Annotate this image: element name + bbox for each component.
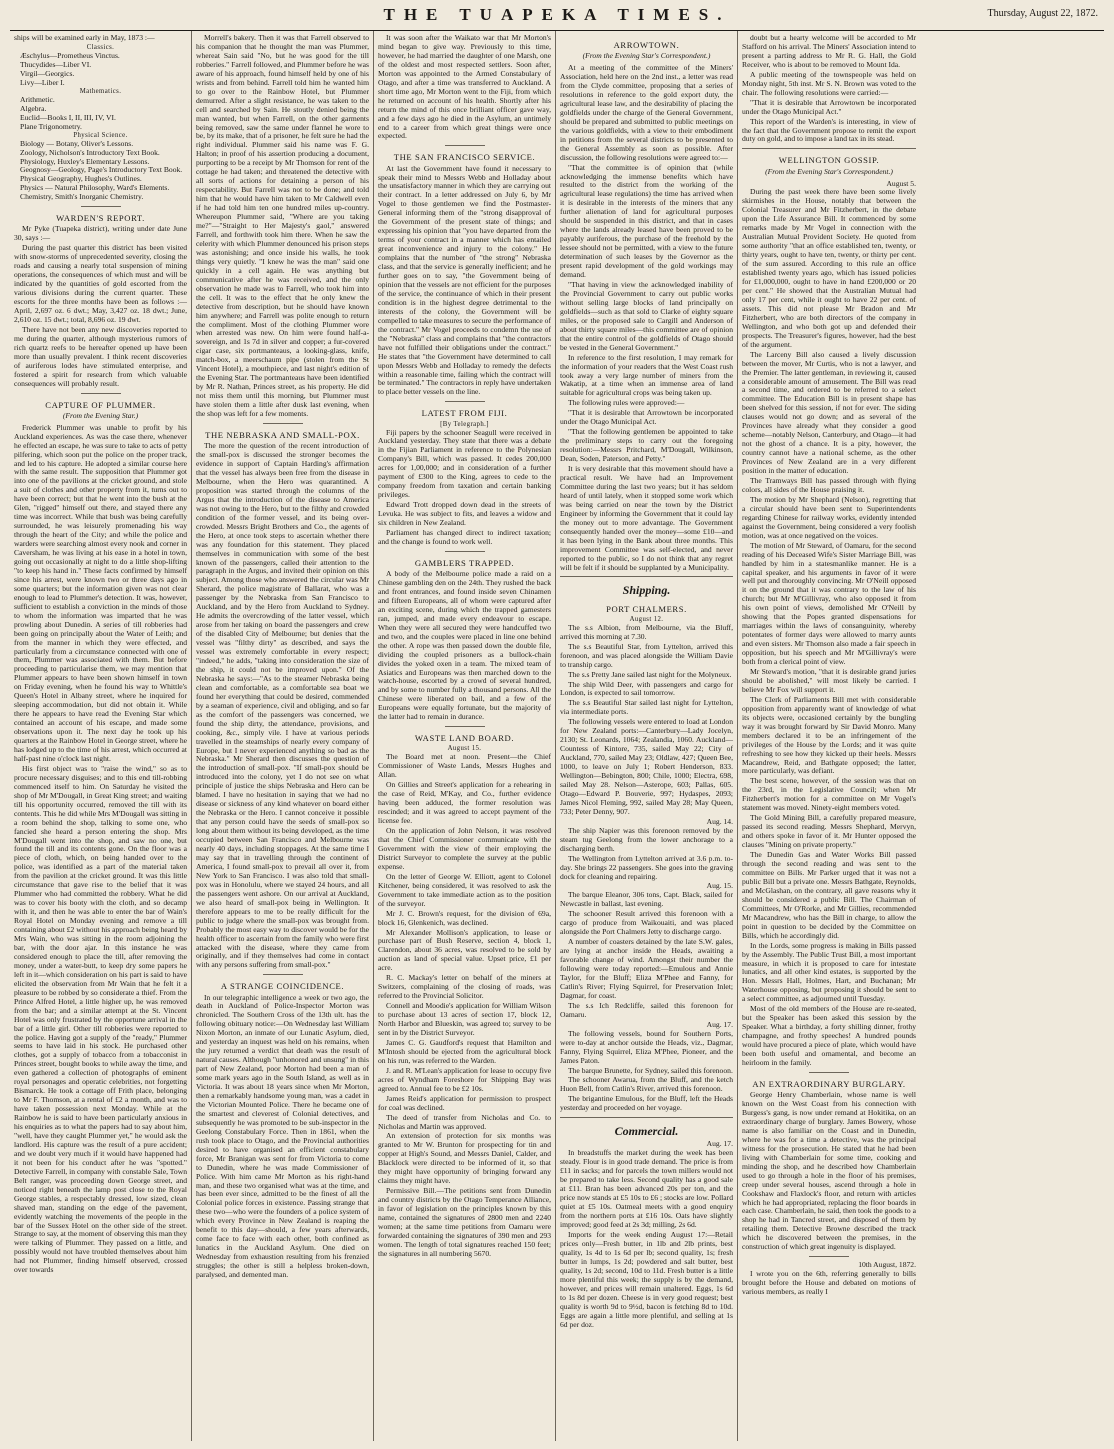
paragraph: The motion by Mr Shephard (Nelson), regretting that a circular should have been sent to Superintendents regarding Chinese for railway works, evidently intended against the Government, being considered a very foolish motion, was at once negatived on the voices. [742, 494, 916, 540]
divider [263, 423, 303, 424]
fiji-source: [By Telegraph.] [440, 420, 489, 428]
shipping-heading: Shipping. [622, 583, 671, 598]
paragraph: At a meeting of the committee of the Miners' Association, held here on the 2nd inst., a letter was read from the Clyde committee, proposing that a series of resolutions in reference to the gold export duty, the agricultural lease law, and the desirability of placing the goldfields under the charge of the General Government, should be prepared and submitted to public meetings on the various goldfields, with a view to their embodiment in petitions from the several districts to be presented to the General Assembly as soon as possible. After discussion, the following resolutions were agreed to:— [560, 63, 733, 162]
paragraph: The schooner Awarua, from the Bluff, and the ketch Huon Bell, from Catlin's River, arrived this forenoon. [560, 1075, 733, 1094]
column-2 [192, 31, 374, 1441]
paragraph: His first object was to "raise the wind," so as to procure necessary disguises; and to this end till-robbing commenced itself to him. On Saturday he visited the shop of Mr M'Dougall, in Great King street; and waiting till his opportunity occurred, removed the till with its contents. This he did while Mrs M'Dougall was sitting in a room behind the shop, talking to some one, who fancied she heard a person entering the shop. Mrs M'Dougall went into the shop, and saw no one, but found the till and its contents gone. On the floor was a piece of cloth, which, on being handed over to the police, was identified as a part of the material taken from the pavilion at the cricket ground. It was this little circumstance that gave rise to the belief that it was Plummer who had committed the robbery. What he did was to cover his booty with the cloth, and so decamp with it, and then he was able to enter the bar of Wain's Royal Hotel on Monday evening and remove a till containing about £2 without his approach being heard by Mrs Wain, who was sitting in the room adjoining the bar, with the door ajar. In this instance he was considered enough to place the till, after removing the money, under a water-butt, to keep dry some papers he left in it—which consideration on his part is said to have elicited the observation from Mr Wain that he felt it a pleasure to be robbed by so considerate a thief. From the Prince Alfred Hotel, a little higher up, he was removed from the bar; and a similar attempt at the St. Vincent Hotel was only frustrated by the opportune arrival in the bar of a little girl. Other till robberies were reported to the police. Having got a supply of the "ready," Plummer seems to have laid in his stock. He purchased other clothes, got a supply of tobacco from a tobacconist in Princes street, bought books to while away the time, and even gathered a collection of photographs of eminent royal personages and operatic celebrities, not forgetting Bismarck. He took a cottage off Frith place, belonging to Mr F. Thomson, at a rental of £2 a month, and was to have taken possession next Monday. While at the Rainbow he is said to have been particularly anxious in his enquiries as to what the papers had to say about him, "well, have they caught Plummer yet," he would ask the landlord. His capture was the result of a pure accident; and we doubt very much if it would have happened had it not been for his conduct after he was "spotted." Detective Farrell, in company with constable Sale, Town Belt ranger, was proceeding down George street, and noticed right beneath the lamp post close to the Royal George stables, a respectably dressed, low sized, clean shaved man, standing on the edge of the pavement, evidently watching the movements of the people in the bar of the Sussex Hotel on the other side of the street. Strange to say, at the moment of observing this man they were talking of Plummer. They passed on a little, and possibly would not have troubled themselves about him had not Plummer, finding himself observed, crossed over towards [14, 763, 187, 1275]
paragraph: Biology — Botany, Oliver's Lessons. [20, 138, 134, 148]
commercial-date: Aug. 17. [706, 1139, 733, 1149]
waste-heading: WASTE LAND BOARD. [414, 733, 515, 744]
paragraph: The barque Eleanor, 306 tons, Capt. Black, sailed for Newcastle in ballast, last evening. [560, 890, 733, 909]
paragraph: Chemistry, Smith's Inorganic Chemistry. [20, 192, 144, 202]
letter-date: 10th August, 1872. [858, 1260, 916, 1270]
wellington-source: (From the Evening Star's Correspondent.) [765, 166, 893, 176]
paragraph: In the Lords, some progress is making in Bills passed by the Assembly. The Public Trust Bill, a most important measure, in which it is proposed to care for intestate lunatics, and all other kind estates, is supported by the Hon. Messrs Hall, Holmes, Hart, and Buchanan; Mr Waterhouse opposing, but proposing it should be sent to a select committee, as adjourned until Tuesday. [742, 940, 916, 1004]
paragraph: The brigantine Emulous, for the Bluff, left the Heads yesterday and proceeded on her voyage. [560, 1094, 733, 1113]
divider [560, 1117, 733, 1118]
classics-heading: Classics. [86, 43, 115, 51]
paragraph: The following vessels were entered to load at London for New Zealand ports:—Canterbury—Lady Jocelyn, 2130; St. Leonards, 1064; Zealandia, 1060. Auckland—Countess of Kintore, 735, sailed May 22; City of Auckland, 770, sailed May 23; Oldlaw, 427; Queen Bee, 1000, to leave on July 1; Robert Henderson, 833. Wellington—Bebington, 800; Chile, 1000; Electra, 698, sailed May 28. Nelson—Asterope, 603; Pallas, 605. Otago—Edward P. Bouverie, 997; Hydaspes, 2093; James Nicol Fleming, 992, sailed May 28; May Queen, 733; Peter Denny, 907. [560, 717, 733, 816]
paragraph: Parliament has changed direct to indirect taxation; and the change is found to work well. [378, 528, 551, 546]
divider [263, 974, 303, 975]
sf-heading: THE SAN FRANCISCO SERVICE. [393, 152, 536, 163]
paragraph: George Henry Chamberlain, whose name is well known on the West Coast from his connection with Burgess's gang, is now under remand at Hokitika, on an extraordinary charge of burglary. James Bowery, whose name is also familiar on the Coast and in Dunedin, where he was for a time a detective, was the principal witness for the prosecution. He stated that he had been living with Chamberlain for some time, cooking and minding the shop, and he described how Chamberlain used to go through a hole in the floor of his premises, creep under several houses, ascend through a hole in Cookshaw and Flaxlock's floor, and return with articles which he had appropriated, replacing the floor boards in each case. Chamberlain, he said, then took the goods to a shop he had in Tancred street, and disposed of them by retailing them. Detective Browne described the track which he discovered between the premises, in the construction of which great ingenuity is displayed. [742, 1090, 916, 1252]
paragraph: The deed of transfer from Nicholas and Co. to Nicholas and Martin was approved. [378, 1112, 551, 1131]
fiji-article [378, 429, 551, 547]
paragraph: The s.s Ich Redcliffe, sailed this forenoon for Oamaru. [560, 1000, 733, 1019]
coincidence-heading: A STRANGE COINCIDENCE. [220, 981, 345, 992]
paragraph: In reference to the first resolution, I may remark for the information of your readers that the West Coast rush took away a very large number of miners from the Wakatip, at a time when an immense area of land suitable for agricultural crops was being taken up. [560, 352, 733, 398]
paragraph: Geognosy—Geology, Page's Introductory Text Book. [20, 165, 183, 175]
paragraph: The s.s Beautiful Star sailed last night for Lyttelton, via intermediate ports. [560, 698, 733, 717]
paragraph: The ship Napier was this forenoon removed by the steam tug Geelong from the lower anchorage to a discharging berth. [560, 825, 733, 853]
physical-heading: Physical Science. [73, 131, 128, 139]
paragraph: The motion of Mr Steward, of Oamaru, for the second reading of his Deceased Wife's Sister Marriage Bill, was handled by him in a statesmanlike manner. He is a capital speaker, and his arguments in favor of it were well put and thoroughly convincing. Mr O'Neill opposed it on the ground that it was contrary to the law of his church; but Mr M'Gillivray, who also opposed it from his own point of views, demolished Mr O'Neill by showing that the Popes granted dispensations for marriages within the laws of consanguinity, whereby potentates of former days were allowed to marry aunts and even sisters. Mr Thomson also made a fair speech in opposition, but his speech and Mr M'Gillivray's were both from a clerical point of view. [742, 540, 916, 667]
paragraph: It is very desirable that this movement should have a practical result. We have had an Improvement Committee during the last two years; but it has seldom heard of until lately, when it stopped some work which was being carried on near the town by the District Engineer by informing the Government that it could lay the money out to more advantage. The Government consequently handed over the money—some £10—and it has been lying in the Bank about three months. This improvement Committee was self-elected, and never reported to the public, so I do not think that any regret will be felt if it should be supplanted by a Municipality. [560, 464, 733, 572]
paragraph: On the application of John Nelson, it was resolved that the Chief Commissioner communicate with the Government with the view of their employing the District Surveyor to complete the survey at the public expense. [378, 826, 551, 871]
aug15-date: Aug. 15. [706, 881, 733, 891]
paragraph: Euclid—Books I, II, III, IV, VI. [20, 112, 116, 122]
aug14-article [560, 827, 733, 882]
paragraph: doubt but a hearty welcome will be accorded to Mr Stafford on his arrival. The Miners' Association intend to present a parting address to Mr R. G. Hall, the Gold Receiver, who is about to be removed to Mount Ida. [742, 33, 916, 69]
paragraph: The Dunedin Gas and Water Works Bill passed through the second reading and was sent to the committee on Bills. Mr Parker urged that it was not a public Bill but a private one. Messrs Bathgate, Reynolds, and McGlashan, on the contrary, all gave reasons why it should be considered a public Bill. The Chairman of Committees, Mr O'Rorke, and Mr Gillies, recommended Mr Macandrew, who has the Bill in charge, to allow the point in question to be decided by the Committee on Bills, which he accordingly did. [742, 850, 916, 940]
paragraph: Æschylus—Prometheus Vinctus. [20, 50, 120, 60]
paragraph: In our telegraphic intelligence a week or two ago, the death in Auckland of Police-Inspector Morton was chronicled. The Southern Cross of the 13th ult. has the following obituary notice:—On Wednesday last William Nixon Morton, an inmate of our Lunatic Asylum, died, and yesterday an inquest was held on his remains, when the jury returned a verdict that death was the result of natural causes. Although "unhonored and unsung" in this part of New Zealand, poor Morton had been a man of some mark years ago in the South Island, as well as in Victoria. It was about 18 years since when Mr Morton, then a remarkably handsome young man, was a cadet in the Victorian Mounted Police. There he became one of the smartest and cleverest of Colonial detectives, and subsequently he was promoted to be sub-inspector in the Geelong Constabulary Force. Then in 1861, when the rush took place to Otago, and the Provincial authorities desired to have organised an efficient constabulary force, Mr Branigan was sent for from Victoria to come to Dunedin, where he was made Commissioner of Police. With him came Mr Morton as his right-hand man, and these two organised what was at the time, and has been ever since, admitted to be the finest of all the Colonial police forces in existence. Passing strange that these two—who were the founders of a police system of which every Province in New Zealand is reaping the benefit to this day—should, a few years afterwards, come face to face with each other, both confined as lunatics in the Auckland Asylum. One died on Wednesday from exhaustion resulting from his frenzied struggles; the other is still a helpless broken-down, paralysed, and demented man. [196, 992, 369, 1280]
paragraph: Arithmetic. [20, 94, 55, 104]
paragraph: Connell and Moodie's application for William Wilson to purchase about 13 acres of section 17, block 12, North Harbor and Blueskin, was agreed to; survey to be sent in by the District Surveyor. [378, 1001, 551, 1037]
paragraph: The Gold Mining Bill, a carefully prepared measure, passed its second reading. Messrs Shephard, Mervyn, and others spoke in favor of it. Mr Hunter opposed the clauses "Mining on private property." [742, 813, 916, 850]
paragraph: Imports for the week ending August 17:—Retail prices only—Fresh butter, in 1lb and 2lb prints, best quality, 1s 4d to 1s 6d per lb; second quality, 1s; fresh butter in lumps, 1s 2d; powdered and salt butter, best quality, 1s 2d; second, 10d to 11d. Fresh butter is a little more plentiful this week; the supply is by the demand, however, and prices will remain unaltered. Eggs, 1s 6d to 1s 8d per dozen. Cheese is in very good request; best quality is worth 9d to 9½d, bacon is fetching 8d to 10d. Eggs are again a little more plentiful, and selling at 1s 6d per doz. [560, 1229, 733, 1329]
paragraph: Mr Pyke (Tuapeka district), writing under date June 30, says :— [14, 224, 187, 243]
paragraph: The Clerk of Parliaments Bill met with considerable opposition from apparently want of knowledge of what its objects were, occasioned certainly by the bungling way it was brought forward by Sir David Monro. Many members declared it to be an infringement of the privileges of the House by the Lords; and it was quite refreshing to see how they kicked up their heels. Messrs Macandrew, Reid, and Bathgate opposed; the latter, more particularly, was defiant. [742, 694, 916, 776]
fiji-heading: LATEST FROM FIJI. [421, 408, 508, 419]
aug14-date: Aug. 14. [706, 816, 733, 826]
divider [81, 206, 121, 207]
waste-date: August 15. [447, 745, 482, 753]
paragraph: Livy—Liber I. [20, 77, 65, 87]
paragraph: The Tramways Bill has passed through with flying colors, all sides of the House praising it. [742, 475, 916, 494]
capture-source: (From the Evening Star.) [62, 410, 139, 420]
column-3 [374, 31, 556, 1441]
paragraph: Physical Geography, Hughes's Outlines. [20, 174, 142, 184]
wellington-date: August 5. [886, 178, 916, 188]
paragraph: This report of the Warden's is interesting, in view of the fact that the Government propose to remit the export duty on gold, and to impose a land tax in its stead. [742, 116, 916, 144]
paragraph: The barque Brunette, for Sydney, sailed this forenoon. [568, 1065, 733, 1075]
paragraph: The more the question of the recent introduction of the small-pox is discussed the stronger becomes the evidence in support of Captain Harding's affirmation that the vessel has always been free from the disease in Melbourne, when the Hero was quarantined. A proposition was started through the columns of the Argus that the introduction of the disease to America was not owing to the Hero, but to the filthy and crowded condition of the former vessel, and its being over-crowded. Messrs Bright Brothers and Co., the agents of the Hero, at once took steps to ascertain whether there was any foundation for this statement. They placed themselves in communication with some of the best known of the passengers, called their attention to the paragraph in the Argus, and invited their opinion on this subject. Among those who answered the circular was Mr Sherard, the police magistrate of Ballarat, who was a passenger by the Nebraska from San Francisco to Auckland, and by the Hero from Auckland to Sydney. He admits the overcrowding of the latter vessel, which arose from her taking on board the passengers and crew of the disabled City of Melbourne; but denies that the vessel was "filthy dirty" as described, and says the vessel was extremely comfortable in every respect; "indeed," he adds, "taking into consideration the size of the ship, it could not be improved upon." Of the Nebraska he says:—"As to the steamer Nebraska being clean and comfortable, as a comfortable sea boat we found her everything that could be desired, commended by a seaman of experience, civil and obliging, and so far as the comfort of the passengers was concerned, we found the ship dirty, the attendance, provisions, and cooking, &c., simply vile. I have at various periods travelled in the steamships of nearly every company of Europe, but I never experienced anything so bad as the Nebraska." Mr Sherard then discusses the question of the introduction of small-pox. "If small-pox should be introduced into the colony, yet I do not see on what principle of justice the ships Nebraska and Hero can be blamed. I have no hesitation in saying that we had no disease or sickness of any kind whatever on board either the Nebraska or the Hero. I cannot conceive it possible that any person could have the seeds of small-pox so long about them without its being developed, as the time occupied between San Francisco and Melbourne was nearly 40 days, including stoppages. At the same time I may say that in travelling through the continent of America, I found small-pox to prevail all over it, from New York to San Francisco. I was also told that small-pox was in Honolulu, where we stayed 24 hours, and all the passengers went ashore. On our arrival at Auckland, we also heard of small-pox being in Wellington. It therefore appears to me to be really difficult for the public to judge where the small-pox was brought from. Probably the most easy way to discover would be for the health officer to ascertain from the family who were first attacked with the disease, where they came from originally, and if they themselves had come in contact with any persons suffering from small-pox." [196, 441, 369, 970]
capture-article-continued [196, 34, 369, 419]
paragraph: On Gillies and Street's application for a rehearing in the case of Reid, M'Kay, and Co., further evidence having been adduced, the former resolution was rescinded; and it was agreed to accept payment of the license fee. [378, 780, 551, 826]
aug17-date: Aug. 17. [706, 1019, 733, 1029]
paragraph: An extension of protection for six months was granted to Mr W. Brunton for prospecting for tin and copper at High's Sound, and Messrs Daniel, Calder, and Blacklock were directed to be informed of it, so that they might have opportunity of bringing forward any claims they might have. [378, 1131, 551, 1186]
paragraph: "That having in view the acknowledged inability of the Provincial Government to carry out public works without selling large blocks of land principally on goldfields—such as that sold to Clarke of eighty square miles, or the proposed sale to Cargill and Anderson of about thirty square miles—this committee are of opinion that the entire control of the goldfields of Otago should be vested in the General Government." [560, 279, 733, 352]
paragraph: "That the following gentlemen be appointed to take the preliminary steps to carry out the foregoing resolution:—Messrs Pritchard, M'Dougall, Wilkinson, Dean, Soden, Paterson, and Petty." [560, 427, 733, 464]
paragraph: In breadstuffs the market during the week has been steady. Flour is in good trade demand. The price is from £11 in sacks; and for parcels the town millers would not be prepared to take less. Second quality has a good sale at £11. Bran has been advanced 20s per ton, and the price now stands at £5 10s to £6 ; stocks are low. Pollard quiet at £5 10s. Oatmeal meets with a good enquiry from the northern ports at £16 10s. Oats have slightly improved; good feed at 2s 3d; milling, 2s 6d. [560, 1148, 733, 1230]
paragraph: Edward Trott dropped down dead in the streets of Levuka. He was subject to fits, and leaves a widow and six children in New Zealand. [378, 500, 551, 528]
classics-list [14, 52, 187, 88]
aug15-article [560, 891, 733, 1019]
port-chalmers-heading: PORT CHALMERS. [606, 603, 687, 614]
column-1 [10, 31, 192, 1441]
scholarship-intro: ships will be examined early in May, 1873 :— [14, 33, 155, 42]
paragraph: Frederick Plummer was unable to profit by his Auckland experiences. As was the case there, whenever he effected an escape, he was sure to take to acts of petty pilfering, which soon put the police on the proper track, and led to his capture. He adopted a similar course here with the same result. The supposition that Plummer got into one of the pavilions at the cricket ground, and stole a suit of clothes and other property from it, turns out to have been correct; but that he went into the bush at the Glen, "rigged" himself out there, and stayed there any time was incorrect. While that bush was being carefully surrounded, he was leisurely promenading his way through the heart of the City; and while the police and warders were searching almost every nook and corner in Caversham, he was living at his ease in a hotel in town, going out occasionally at night to do a little shop-lifting "to keep his hand in." These facts confirmed by himself since his arrest, were known two or three days ago in some quarters; but the information given was not clear enough to lead to Plummer's detection. It was, however, sufficient to establish a conviction in the minds of those to whom the information was imparted that he was prowling about Dunedin. A series of till robberies had been going on principally about the Water of Leith; and from the manner in which they were effected, and particularly from a circumstance connected with one of them, Plummer was associated with them. But before proceeding to particularise them, we may mention that Plummer appears to have been shown himself in town on Friday evening, when he found his way to Whittle's Queen's Hotel in Albany street, where he inquired for sleeping accommodation, but did not obtain it. While there he appears to have read the Evening Star which contained an account of his escape, and made some observations upon it. The next day he took up his quarters at the Rainbow Hotel in George street, where he has lodged up to the time of his arrest, which occurred at half-past nine o'clock last night. [14, 422, 187, 763]
divider [742, 148, 916, 149]
newspaper-title: THE TUAPEKA TIMES. [383, 4, 731, 24]
paragraph: During the past week there have been some lively skirmishes in the House, notably that between the Colonial Treasurer and Mr Fitzherbert, in the debate upon the Life Assurance Bill. It commenced by some remarks made by Mr Vogel in connection with the Australian Mutual Provident Society. He quoted from some authority "that an office established ten, twenty, or thirty years, ought to have ten, twenty, or thirty per cent. of the sum assured. According to this rule an office established twenty years ago, which has issued policies for £1,000,000, ought to have in hand £200,000 or 20 per cent." He showed that the Australian Mutual had only 17 per cent, while it ought to have 22 per cent. of assets. This did not please Mr Bradon and Mr Fitzherbert, who are both directors of the company in Wellington, and who both got up and defended their prospects. The Treasurer's figures, however, had the best of the argument. [742, 187, 916, 349]
math-heading: Mathematics. [79, 87, 122, 95]
column-5 [738, 31, 920, 1441]
warden-article [14, 225, 187, 388]
burglary-article [742, 1091, 916, 1252]
paragraph: James C. G. Gaudford's request that Hamilton and M'Intosh should be ejected from the agricultural block on his run, was referred to the Warden. [378, 1037, 551, 1065]
shipping-article [560, 624, 733, 817]
divider [445, 145, 485, 146]
capture-heading: CAPTURE OF PLUMMER. [45, 399, 156, 410]
paragraph: Fiji papers by the schooner Seagull were received in Auckland yesterday. They state that there was a debate in the Fijian Parliament in reference to the Polynesian Company's Bill, which was passed. It cedes 200,000 acres for 1,00,000; and in consideration of a further payment of £300 to the King, agrees to cede to the company freedom from taxation and certain banking privileges. [378, 427, 551, 500]
commercial-article [560, 1149, 733, 1329]
paragraph: During the past quarter this district has been visited with snow-storms of unprecedented severity, closing the roads and causing a nearly total suspension of mining operations, the consequences of which must and will be indicated by the quantities of gold escorted from the various divisions during the current quarter. These escorts for the three months have been as follows :—April, 2,697 oz. 6 dwt.; May, 3,427 oz. 18 dwt.; June, 2,610 oz. 15 dwt.; total, 8,696 oz. 19 dwt. [14, 243, 187, 324]
arrowtown-source: (From the Evening Star's Correspondent.) [582, 51, 711, 61]
paragraph: Mr Alexander Mollison's application, to lease or purchase part of Bush Reserve, section 4, block 1, Clarendon, about 36 acres, was resolved to be sold by auction as land of special value. Upset price, £1 per acre. [378, 927, 551, 973]
paragraph: It was soon after the Waikato war that Mr Morton's mind began to give way. Previously to this time, however, he had married the daughter of one Marsh, one of the oldest and most respected settlers. Soon after, Morton was appointed to the Armed Constabulary of Otago, and after a time was transferred to Auckland. A short time ago, Mr Morton went to the Fiji, from which he returned on account of his health. Shortly after his return the mind of this once brilliant officer gave way, and a few days ago he died in the Asylum, an untimely end to a career from which great things were once expected. [378, 33, 551, 141]
paragraph: Physiology, Huxley's Elementary Lessons. [20, 156, 150, 166]
physical-list [14, 140, 187, 203]
paragraph: The Board met at noon. Present—the Chief Commissioner of Waste Lands, Messrs Hughes and Allan. [378, 752, 551, 780]
paragraph: Mr Steward's motion, "that it is desirable grand juries should be abolished," will most likely be carried. I believe Mr Fox will support it. [742, 667, 916, 694]
paragraph: James Reid's application for permission to prospect for coal was declined. [378, 1093, 551, 1112]
nebraska-article [196, 442, 369, 970]
aug17-article [560, 1030, 733, 1114]
paragraph: The schooner Result arrived this forenoon with a cargo of produce from Waikouaiti, and was placed alongside the Port Chalmers Jetty to discharge cargo. [560, 909, 733, 937]
math-list [14, 96, 187, 132]
divider [445, 401, 485, 402]
columns [10, 31, 1104, 1441]
divider [81, 393, 121, 394]
gamblers-article [378, 570, 551, 722]
paragraph: A body of the Melbourne police made a raid on a Chinese gambling den on the 24th. They rushed the back and front entrances, and found inside seven Chinamen and fifteen Europeans, all of whom were captured after an exciting scene, during which the trapped gamesters ran, jumped, and made every endeavour to escape. When they were all secured they were handcuffed two and two, and the couples were placed in line one behind the other. A rope was then passed down the double file, dividing the coupled prisoners as a bullock-chain divides the yoked oxen in a team. The mixed team of Asiatics and Europeans was then marched down to the watch-house, escorted by a crowd of several hundred, and by some to number fully a thousand persons. All the Chinese were liberated on bail, and a few of the Europeans were equally fortunate, but the majority of the latter had to remain in durance. [378, 569, 551, 722]
paragraph: Physics — Natural Philosophy, Ward's Elements. [20, 183, 170, 193]
column-4 [556, 31, 738, 1441]
paragraph: Zoology, Nicholson's Introductory Text Book. [20, 147, 160, 157]
port-date: August 12. [629, 615, 664, 623]
divider [560, 576, 733, 577]
arrowtown-article-continued [742, 34, 916, 144]
paragraph: The best scene, however, of the session was that on the 23rd, in the Legislative Council; when Mr Fitzherbert's motion for a committee on Mr Vogel's statement was moved. Ninety-eight members voted. [742, 776, 916, 813]
paragraph: Most of the old members of the House are re-seated, but the Speaker has been asked this session by the Speaker. What a birthday, a forty shilling dinner, frothy champagne, and frothy speeches! A hundred pounds would have procured a piece of plate, which would have been both useful and ornamental, and become an heirloom in the family. [742, 1004, 916, 1067]
paragraph: The ship Wild Deer, with passengers and cargo for London, is expected to sail tomorrow. [560, 679, 733, 698]
paragraph: Morrell's bakery. Then it was that Farrell observed to his companion that he thought the man was Plummer, whereat Sain said "No, but he was good for the till robberies." Farrell followed, and Plummer before he was aware of his approach, found himself held by one of his wrists and from behind. Farrell told him he wanted him to go over to the Rainbow Hotel, but Plummer demurred. After a slight resistance, he was taken to the cell and searched by Sain. He stoutly denied being the man wanted, but when Farrell, on the other garments being removed, saw the same under flannel he wore to be, by its make, that of a prisoner, he felt sure he had the right individual. Plummer said his name was F. G. Halton; in proof of his assertion producing a document, purporting to be a receipt by Mr Thomson for rent of the cottage he had taken; and threatened the detective with all sorts of actions for detaining a person of his respectability. But Farrell was not to be done; and told him that he would have him taken to Mr Caldwell even if he had told him ten one hundred miles up-country. Whereupon Plummer said, "Where are you taking me?"—"Straight to Her Majesty's gaol," answered Farrell, and forthwith took him there. When he saw the celerity with which Plummer denounced his prison steps was astonishing; and once inside his walls, he took things very quietly. "I knew he was the man" said one quickly in a cell again. He was anything but communicative after he was received, and the only observation he made was to Farrell, who took him into the cell. It was to the effect that he only knew the detective from description, but he should have known him anywhere; and Farrell was polite enough to return the compliment. Most of the clothing Plummer wore when arrested was new. On him were found half-a-sovereign, and 1s 7d in silver and copper; a fur-covered cigar case, six portmanteaus, a looking-glass, knife, match-box, a meerschaum pipe (stolen from the St Vincent Hotel), a mouthpiece, and last night's edition of the Evening Star. The portmanteaus have been identified by Mr R. Nathan, Princes street, as his property. He did not miss them until this morning, but Plummer must have stolen them a little after dusk last evening, when the shop was left for a few moments. [196, 33, 369, 419]
issue-date: Thursday, August 22, 1872. [987, 8, 1098, 19]
paragraph: A number of coasters detained by the late S.W. gales, are lying at anchor inside the Heads, awaiting a favorable change of wind. Amongst their number the following were today reported:—Emulous and Annie Taylor, for the Bluff; Eliza M'Phee and Fanny, for Catlin's River; Flying Squirrel, for Preservation Inlet; Dagmar, for coast. [560, 937, 733, 1000]
paragraph: The Larceny Bill also caused a lively discussion between the mover, Mr Curtis, who is not a lawyer, and the Premier. The latter gentleman, in reviewing it, caused a considerable amount of amusement. The Bill was read a second time, and ordered to be referred to a select committee. The Education Bill is in present shape has been shelved for this session, if not for ever. The siding clauses would not go down; and as several of the Provinces have already what they consider a good scheme—notably Nelson, Canterbury, and Otago—it had not the ghost of a chance. It is a pity, however, the country cannot have a national scheme, as the other Provinces of New Zealand are in a very different position in the matter of education. [742, 349, 916, 476]
paragraph: Virgil—Georgics. [20, 68, 75, 78]
paragraph: The following rules were approved:— [568, 398, 685, 408]
paragraph: R. C. Mackay's letter on behalf of the miners at Switzers, complaining of the closing of roads, was referred to the Provincial Solicitor. [378, 973, 551, 1001]
permissive-bill-paragraph: Permissive Bill.—The petitions sent from Dunedin and country districts by the Otago Temperance Alliance, in favor of legislation on the principles known by this name, contained the signatures of 2800 men and 2240 women; at the same time petitions from Oamaru were forwarded containing the signatures of 390 men and 293 women. The length of total signatures reached 150 feet; the signatures in all numbering 5670. [378, 1186, 551, 1258]
paragraph: Plane Trigonometry. [20, 121, 82, 131]
divider [445, 551, 485, 552]
divider [445, 726, 485, 727]
paragraph: Thucydides—Liber VI. [20, 59, 92, 69]
divider [809, 1256, 849, 1257]
coincidence-article-continued [378, 34, 551, 141]
paragraph: There have not been any new discoveries reported to me during the quarter, although mysterious rumors of rich quartz reefs to be hereafter opened up have been more than usually prevalent. I think recent discoveries of auriferous lodes have stimulated enterprise, and fostered a spirit for research from which valuable consequences will probably result. [14, 324, 187, 388]
paragraph: The Wellington from Lyttelton arrived at 3.6 p.m. to-day. She brings 22 passengers. She goes into the graving dock for cleaning and repairing. [560, 853, 733, 881]
coincidence-article [196, 994, 369, 1281]
paragraph: Mr J. C. Brown's request, for the division of 69a, block 16, Glenkenich, was declined. [378, 908, 551, 927]
paragraph: The s.s Beautiful Star, from Lyttelton, arrived this forenoon, and was placed alongside the William Davie to tranship cargo. [560, 641, 733, 669]
gamblers-heading: GAMBLERS TRAPPED. [414, 557, 515, 568]
paragraph: "That it is desirable that Arrowtown be incorporated under the Otago Municipal Act." [742, 97, 916, 116]
burglary-heading: AN EXTRAORDINARY BURGLARY. [752, 1078, 906, 1089]
divider [809, 1072, 849, 1073]
arrowtown-heading: ARROWTOWN. [613, 40, 680, 50]
paragraph: Algebra. [20, 103, 47, 113]
paragraph: On the letter of George W. Elliott, agent to Colonel Kitchener, being considered, it was resolved to ask the Government to take immediate action as to the position of the surveyor. [378, 871, 551, 908]
arrowtown-article [560, 64, 733, 572]
wellington-article [742, 188, 916, 1067]
masthead [10, 0, 1104, 31]
waste-article [378, 753, 551, 1186]
warden-heading: WARDEN'S REPORT. [56, 213, 145, 224]
paragraph: The following vessels, bound for Southern Ports, were to-day at anchor outside the Heads, viz., Dagmar, Fanny, Flying Squirrel, Eliza M'Phee, Pioneer, and the James Paton. [560, 1028, 733, 1065]
wellington-heading: WELLINGTON GOSSIP. [778, 155, 880, 166]
nebraska-heading: THE NEBRASKA AND SMALL-POX. [205, 429, 360, 440]
paragraph: At last the Government have found it necessary to speak their mind to Messrs Webb and Holladay about the unsatisfactory manner in which they are carrying out their contract. In a letter addressed on July 6, by Mr Vogel to those gentlemen we find the Postmaster-General informing them of the "strong disapproval of the Government of the present state of things; and expressing his opinion that "you have departed from the terms of your contract in a manner which has entailed great inconvenience and injury to the colony." He complains that the number of "the strong" Nebraska class, and that the service is generally inefficient; and he further goes on to say, "the Government being of opinion that the vessels are not efficient for the purposes of the service, the continuance of which in their present condition is in the highest degree detrimental to the interests of the colony, the Government will be compelled to take measures to secure the performance of the contract." Mr Vogel proceeds to condemn the use of the "Nebraska" class and complains that "the contractors have not fulfilled their obligations under the contract." He states that "the Government have determined to call upon Messrs Webb and Holladay to remedy the defects within a reasonable time, failing which the contract will be terminated." The contractors in reply have undertaken to place better vessels on the line. [378, 163, 551, 397]
letter-paragraph: I wrote you on the 6th, referring generally to bills brought before the House and debated on motions of various members, as really I [742, 1269, 916, 1297]
paragraph: J. and R. M'Lean's application for lease to occupy five acres of Wyndham Foreshore for Shipping Bay was agreed to. Annual fee to be £2 10s. [378, 1065, 551, 1093]
paragraph: A public meeting of the townspeople was held on Monday night, 5th inst. Mr S. N. Brown was voted to the chair. The following resolutions were carried:— [742, 69, 916, 97]
capture-article [14, 424, 187, 1276]
commercial-heading: Commercial. [614, 1124, 679, 1139]
sf-article [378, 165, 551, 398]
paragraph: The s.s Albion, from Melbourne, via the Bluff, arrived this morning at 7.30. [560, 622, 733, 641]
paragraph: "That it is desirable that Arrowtown be incorporated under the Otago Municipal Act. [560, 408, 733, 427]
paragraph: The s.s Pretty Jane sailed last night for the Molyneux. [568, 669, 732, 679]
paragraph: "That the committee is of opinion that (while acknowledging the immense benefits which have resulted to the district from the working of the agricultural lease regulations) the time has arrived when it is desirable in the interests of the miners that any further alienation of land for agricultural purposes should be suspended in this district, and that in cases where the lands already leased have been proved to be payably auriferous, the purchase of the freehold by the lessee should not be permitted, with a view to the future determination of such leases by the Governor as the present rapid development of the gold workings may demand. [560, 162, 733, 280]
